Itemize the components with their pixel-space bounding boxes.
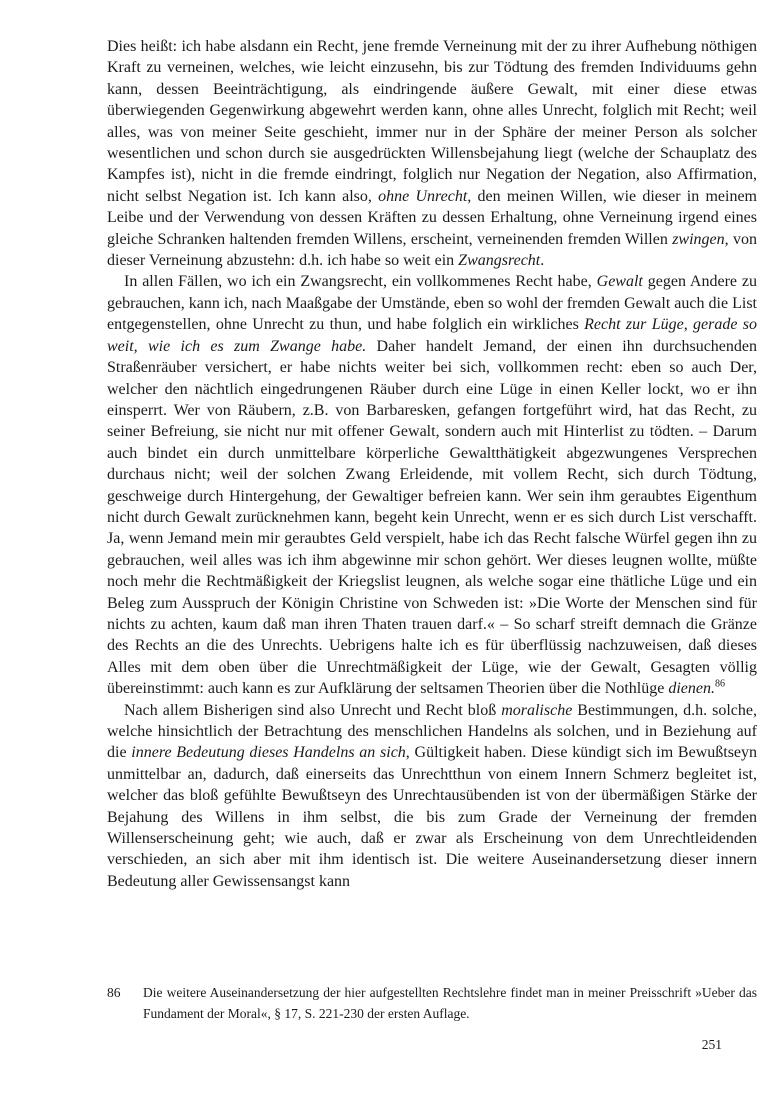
text-segment: Zwangsrecht (458, 252, 541, 270)
footnote (107, 983, 757, 1024)
text-segment: innere Bedeutung dieses Handelns an sich (131, 744, 406, 762)
text-segment: dienen. (668, 680, 715, 698)
paragraph-3 (107, 700, 757, 893)
text-segment: Gewalt (596, 273, 643, 291)
text-segment: , Gültigkeit haben. Diese kündigt sich im Bewußtseyn unmittelbar an, dadurch, daß einerseits das Unrechtthun von einem Innern Schmerz begleitet ist, welcher das bloß gefühlte Bewußtseyn des Unrechtausübenden ist von der übermäßigen Stärke der Bejahung des Willens in ihm selbst, die bis zum Grade der Verneinung der fremden Willenserscheinung geht; wie auch, daß er zwar als Erscheinung von dem Unrechtleidenden verschieden, an sich aber mit ihm identisch ist. Die weitere Auseinandersetzung dieser innern Bedeutung aller Gewissensangst kann (107, 744, 758, 890)
text-segment: Nach allem Bisherigen sind also Unrecht und Recht bloß (124, 701, 502, 719)
footnote-number: 86 (107, 985, 121, 1000)
text-segment: ohne Unrecht (378, 187, 468, 205)
text-segment: . (540, 252, 545, 270)
paragraph-1 (107, 36, 757, 271)
text-segment: moralische (501, 701, 573, 719)
paragraph-2 (107, 271, 757, 699)
text-segment: gegen Andere zu gebrauchen, kann ich, nach Maaßgabe der Umstände, eben so wohl der fremden Gewalt auch die List entgegenstellen, ohne Unrecht zu thun, und habe folglich ein wirkliches (107, 273, 757, 334)
text-segment: In allen Fällen, wo ich ein Zwangsrecht, ein vollkommenes Recht habe, (124, 273, 597, 291)
text-segment: zwingen (672, 230, 725, 248)
footnote-reference: 86 (714, 678, 725, 690)
body-text (107, 36, 757, 892)
text-segment: , den meinen Willen, wie dieser in meinem Leibe und der Verwendung von dessen Kräften zu dessen Erhaltung, ohne Verneinung irgend eines gleiche Schranken haltenden fremden Willens, erscheint, verneinenden fremden Willen (107, 187, 758, 248)
text-segment: Dies heißt: ich habe alsdann ein Recht, jene fremde Verneinung mit der zu ihrer Aufhebung nöthigen Kraft zu verneinen, welches, wie leicht einzusehn, bis zur Tödtung des fremden Individuums gehn kann, dessen Beeinträchtigung, als eindringende äußere Gewalt, mit einer diese etwas überwiegenden Gegenwirkung abgewehrt werden kann, ohne alles Unrecht, folglich mit Recht; weil alles, was von meiner Seite geschieht, immer nur in der Sphäre der meiner Person als solcher wesentlichen und schon durch sie ausgedrückten Willensbejahung liegt (welche der Schauplatz des Kampfes ist), nicht in die fremde eindringt, folglich nur Negation der Negation, also Affirmation, nicht selbst Negation ist. Ich kann also, (107, 38, 757, 205)
text-segment: Recht zur Lüge, gerade so weit, wie ich es zum Zwange habe. (107, 316, 758, 355)
text-segment: , von dieser Verneinung abzustehn: d.h. ich habe so weit ein (107, 230, 758, 270)
footnote-text: Die weitere Auseinandersetzung der hier aufgestellten Rechtslehre findet man in meiner Preisschrift »Ueber das Fundament der Moral«, § 17, S. 221-230 der ersten Auflage. (143, 985, 757, 1021)
text-segment: Bestimmungen, d.h. solche, welche hinsichtlich der Betrachtung des menschlichen Handelns als solchen, und in Beziehung auf die (107, 701, 757, 762)
text-segment: Daher handelt Jemand, der einen ihn durchsuchenden Straßenräuber versichert, er habe nichts weiter bei sich, vollkommen recht: eben so auch Der, welcher den nächtlich eingedrungenen Räuber durch eine Lüge in einen Keller lockt, wo er ihn einsperrt. Wer von Räubern, z.B. von Barbaresken, gefangen fortgeführt wird, hat das Recht, zu seiner Befreiung, sie nicht nur mit offener Gewalt, sondern auch mit Hinterlist zu tödten. – Darum auch bindet ein durch unmittelbare körperliche Gewaltthätigkeit abgezwungenes Versprechen durchaus nicht; weil der solchen Zwang Erleidende, mit vollem Recht, sich durch Tödtung, geschweige durch Hintergehung, der Gewaltiger befreien kann. Wer sein ihm geraubtes Eigenthum nicht durch Gewalt zurücknehmen kann, begeht kein Unrecht, wenn er es sich durch List verschafft. Ja, wenn Jemand mein mir geraubtes Geld verspielt, habe ich das Recht falsche Würfel gegen ihn zu gebrauchen, weil alles was ich ihm abgewinne mir schon gehört. Wer dieses leugnen wollte, müßte noch mehr die Rechtmäßigkeit der Kriegslist leugnen, als welche sogar eine thätliche Lüge und ein Beleg zum Ausspruch der Königin Christine von Schweden ist: »Die Worte der Menschen sind für nichts zu achten, kaum daß man ihren Thaten trauen darf.« – So scharf streift demnach die Gränze des Rechts an die des Unrechts. Uebrigens halte ich es für überflüssig nachzuweisen, daß dieses Alles mit dem oben über die Unrechtmäßigkeit der Lüge, wie der Gewalt, Gesagten völlig übereinstimmt: auch kann es zur Aufklärung der seltsamen Theorien über die Nothlüge (107, 337, 758, 698)
page-number: 251 (701, 1037, 722, 1052)
